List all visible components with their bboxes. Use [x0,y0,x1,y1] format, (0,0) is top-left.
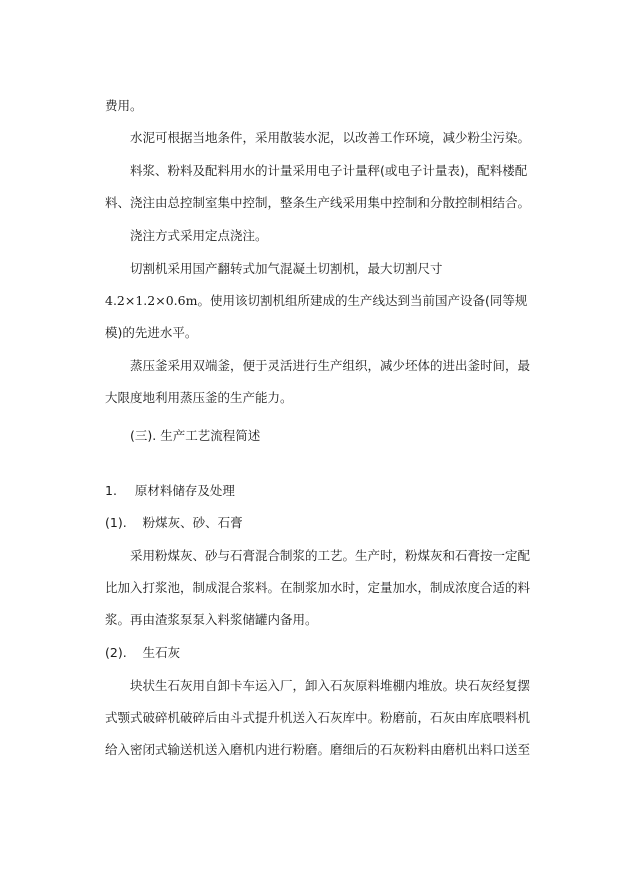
paragraph-pouring: 浇注方式采用定点浇注。 [130,228,268,243]
paragraph-cutting-line-3: 模)的先进水平。 [105,325,198,340]
subsection-title: 原材料储存及处理 [134,483,235,498]
section-heading: (三). 生产工艺流程简述 [130,428,261,443]
item-1-line-2: 比加入打浆池，制成混合浆料。在制浆加水时，定量加水，制成浓度合适的料 [105,580,531,595]
item-1-number: (1). [105,515,127,530]
item-2-title: 生石灰 [142,645,181,660]
item-1-line-1: 采用粉煤灰、砂与石膏混合制浆的工艺。生产时，粉煤灰和石膏按一定配 [130,548,531,563]
paragraph-metering-line-1: 料浆、粉料及配料用水的计量采用电子计量秤(或电子计量表)，配料楼配 [130,163,528,178]
item-1-title: 粉煤灰、砂、石膏 [142,515,243,530]
subsection-number: 1. [105,483,117,498]
item-1-heading [105,515,243,531]
item-2-heading [105,645,180,661]
item-2-number: (2). [105,645,127,660]
paragraph-autoclave-line-1: 蒸压釜采用双端釜，便于灵活进行生产组织，减少坯体的进出釜时间，最 [130,358,531,373]
paragraph-intro-tail: 费用。 [105,98,143,113]
paragraph-cutting-line-1: 切割机采用国产翻转式加气混凝土切割机，最大切割尺寸 [130,261,443,276]
item-2-line-1: 块状生石灰用自卸卡车运入厂，卸入石灰原料堆棚内堆放。块石灰经复摆 [130,678,531,693]
paragraph-metering-line-2: 料、浇注由总控制室集中控制，整条生产线采用集中控制和分散控制相结合。 [105,195,531,210]
item-2-line-2: 式颚式破碎机破碎后由斗式提升机送入石灰库中。粉磨前，石灰由库底喂料机 [105,710,531,725]
item-1-line-3: 浆。再由渣浆泵泵入料浆储罐内备用。 [105,612,318,627]
paragraph-cement: 水泥可根据当地条件，采用散装水泥，以改善工作环境，减少粉尘污染。 [130,130,531,145]
paragraph-autoclave-line-2: 大限度地利用蒸压釜的生产能力。 [105,390,293,405]
cutting-line-2-text: 使用该切割机组所建成的生产线达到当前国产设备(同等规 [209,293,528,308]
subsection-heading [105,483,235,499]
paragraph-cutting-line-2 [105,293,527,309]
cutting-dimensions: 4.2×1.2×0.6m。 [105,293,210,308]
item-2-line-3: 给入密闭式输送机送入磨机内进行粉磨。磨细后的石灰粉料由磨机出料口送至 [105,742,531,757]
